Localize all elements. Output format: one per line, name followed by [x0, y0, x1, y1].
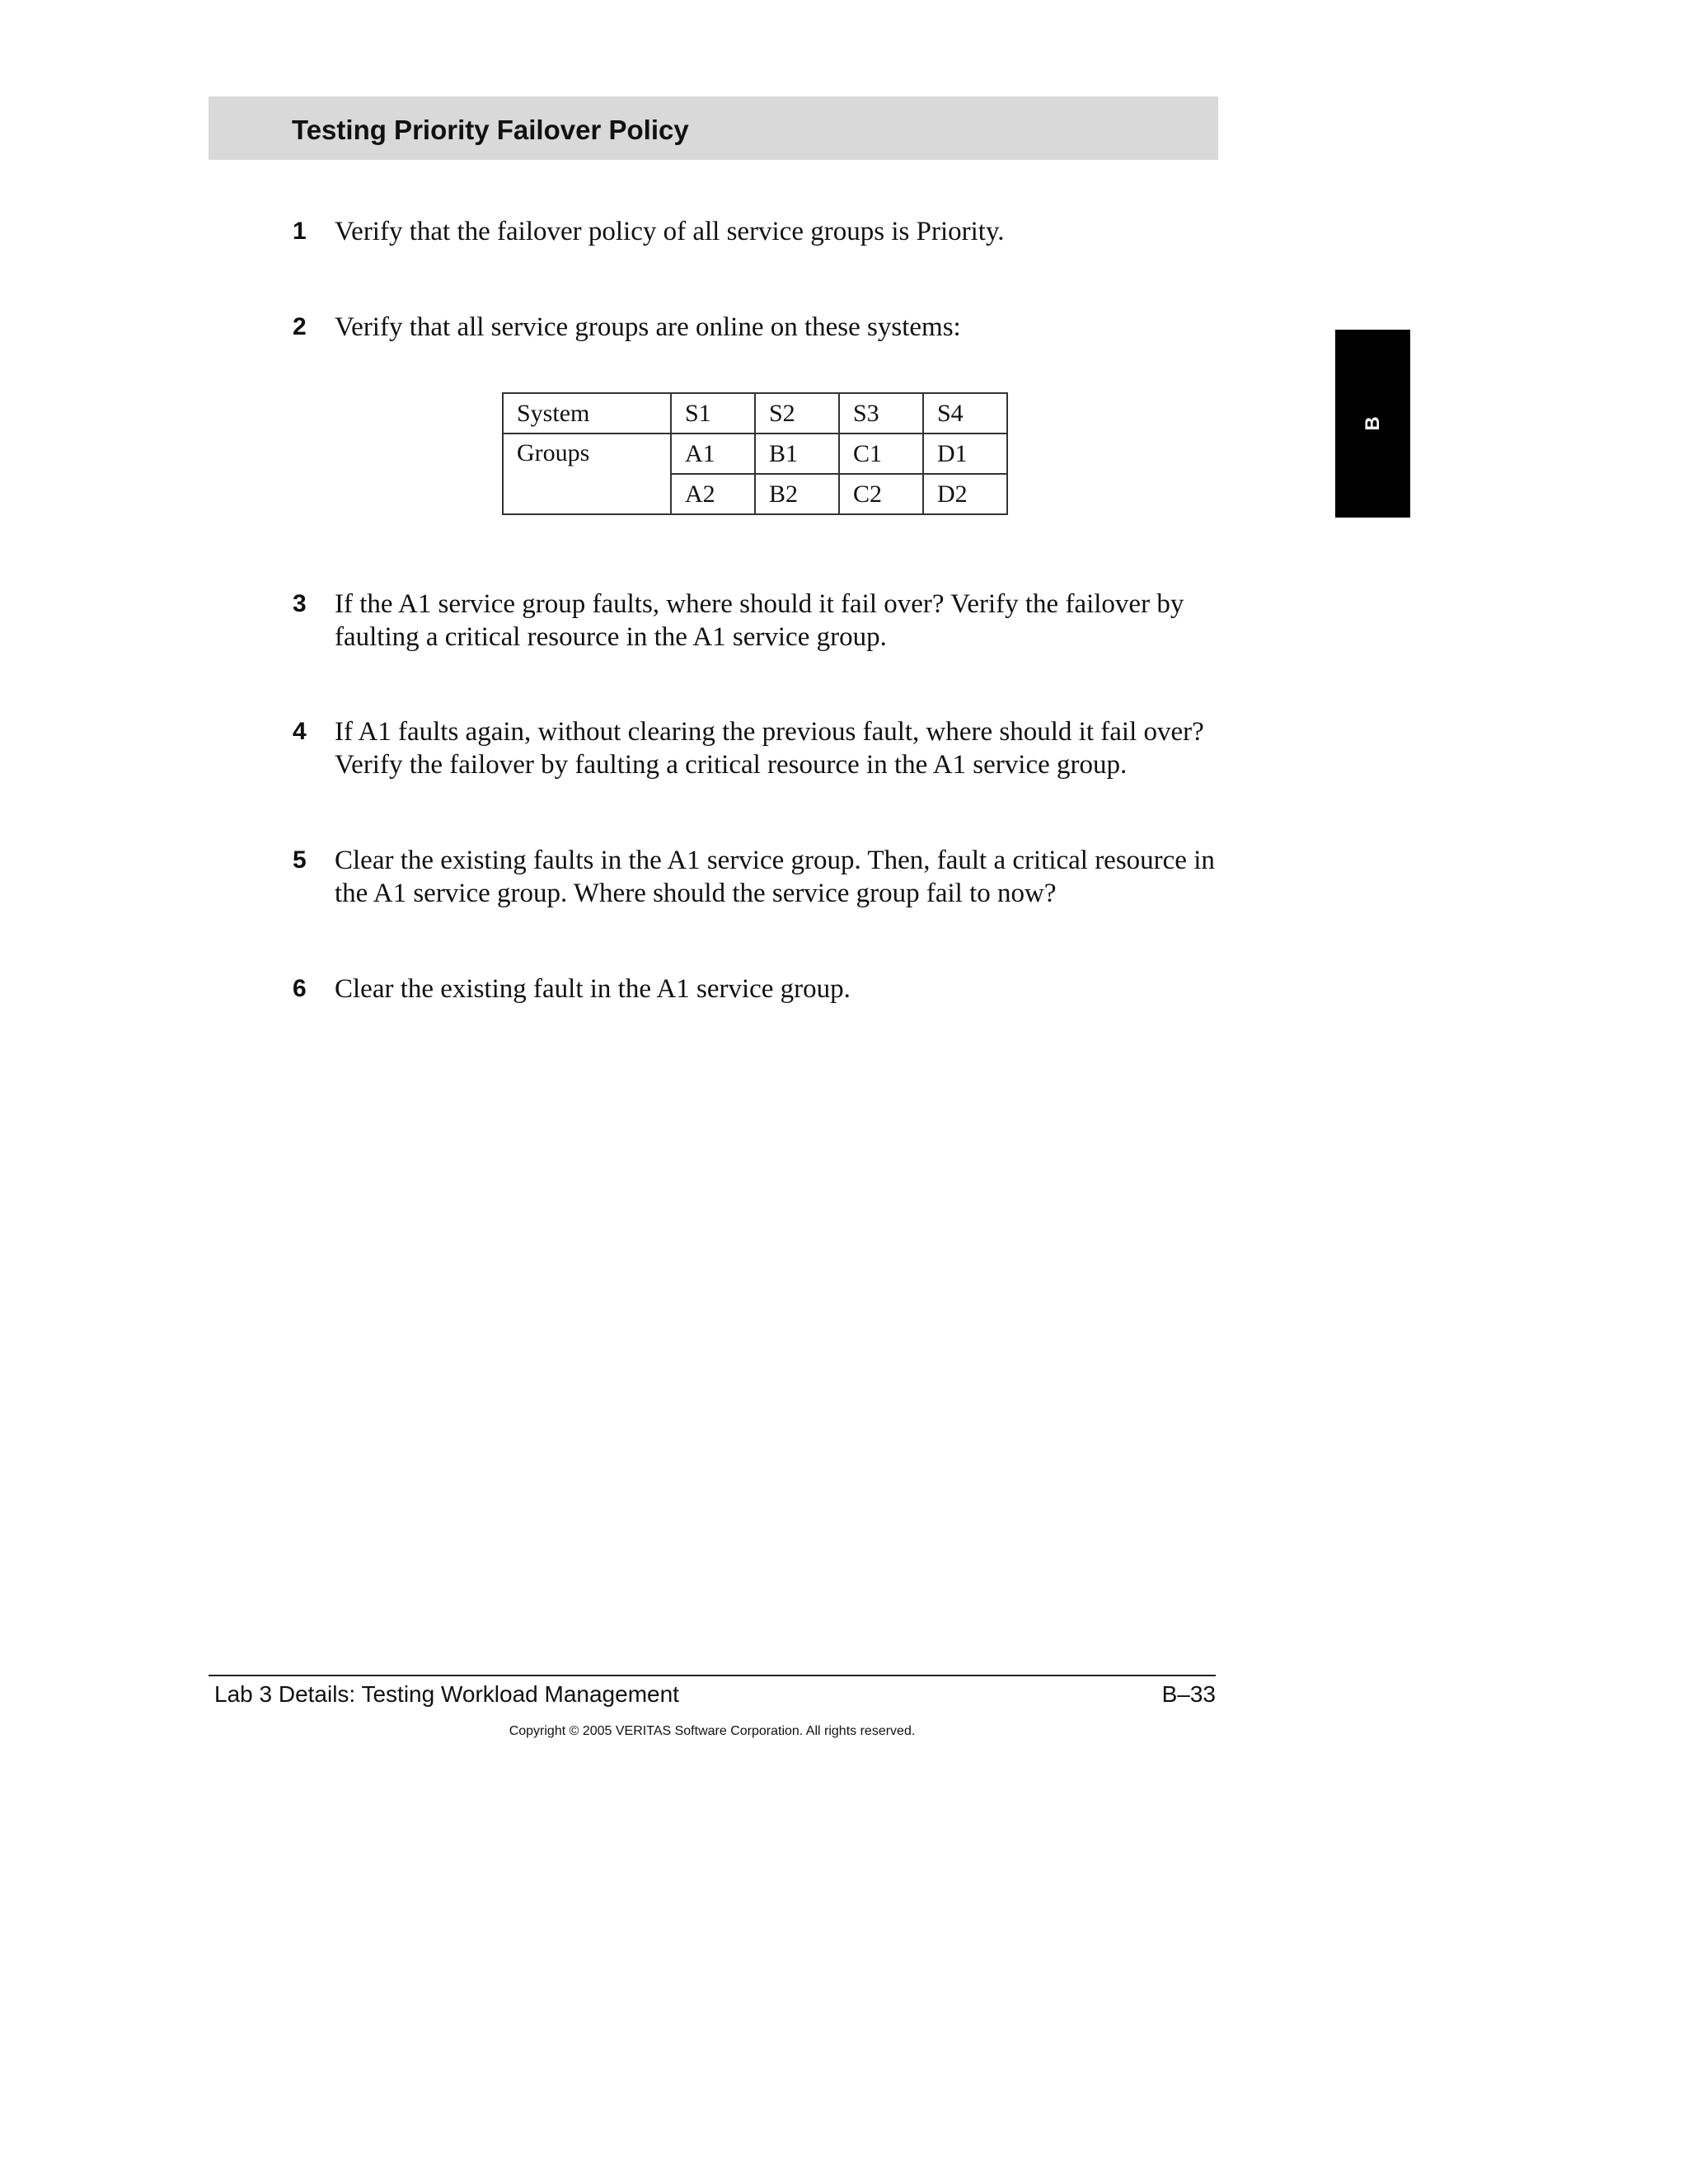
- table-cell-system: S2: [755, 393, 839, 434]
- step-text: Clear the existing faults in the A1 service group. Then, fault a critical resource in the A1 service group. Where should the service group fail to now?: [335, 846, 1215, 908]
- table-cell-group: A1: [671, 434, 755, 474]
- section-header: [209, 96, 1218, 160]
- step-number: 3: [293, 590, 307, 617]
- appendix-tab-label: B: [1361, 416, 1384, 431]
- footer-divider: [209, 1675, 1216, 1676]
- step-number: 2: [293, 313, 307, 340]
- step-number: 4: [293, 718, 307, 745]
- step-number: 1: [293, 218, 307, 245]
- table-cell-system: S1: [671, 393, 755, 434]
- table-cell-group: D1: [923, 434, 1007, 474]
- step-text: If A1 faults again, without clearing the previous fault, where should it fail over? Verify the failover by faulting a critical resource in the A1 service group.: [335, 717, 1204, 780]
- appendix-tab: [1335, 330, 1410, 518]
- step-text: Clear the existing fault in the A1 service group.: [335, 974, 851, 1004]
- table-cell-group: A2: [671, 474, 755, 514]
- step-text: Verify that the failover policy of all service groups is Priority.: [335, 217, 1005, 246]
- footer-page-number: B–33: [1161, 1681, 1216, 1707]
- table-cell-group: B1: [755, 434, 839, 474]
- table-row-systems: [503, 393, 1007, 434]
- table-cell-system: S4: [923, 393, 1007, 434]
- footer-chapter-title: Lab 3 Details: Testing Workload Management: [214, 1681, 679, 1707]
- table-cell-group: D2: [923, 474, 1007, 514]
- table-header-system: System: [503, 393, 671, 434]
- table-cell-system: S3: [839, 393, 923, 434]
- table-cell-group: C1: [839, 434, 923, 474]
- step-number: 6: [293, 975, 307, 1002]
- table-row-groups-1: [503, 434, 1007, 474]
- table-header-groups: Groups: [503, 434, 671, 514]
- system-groups-table: [502, 392, 1008, 515]
- table-cell-group: B2: [755, 474, 839, 514]
- table-cell-group: C2: [839, 474, 923, 514]
- step-text: If the A1 service group faults, where should it fail over? Verify the failover by faulting a critical resource in the A1 service group.: [335, 589, 1184, 652]
- step-text: Verify that all service groups are online on these systems:: [335, 312, 961, 342]
- copyright-notice: Copyright © 2005 VERITAS Software Corporation. All rights reserved.: [509, 1724, 916, 1738]
- step-number: 5: [293, 846, 307, 874]
- section-title: Testing Priority Failover Policy: [292, 115, 689, 145]
